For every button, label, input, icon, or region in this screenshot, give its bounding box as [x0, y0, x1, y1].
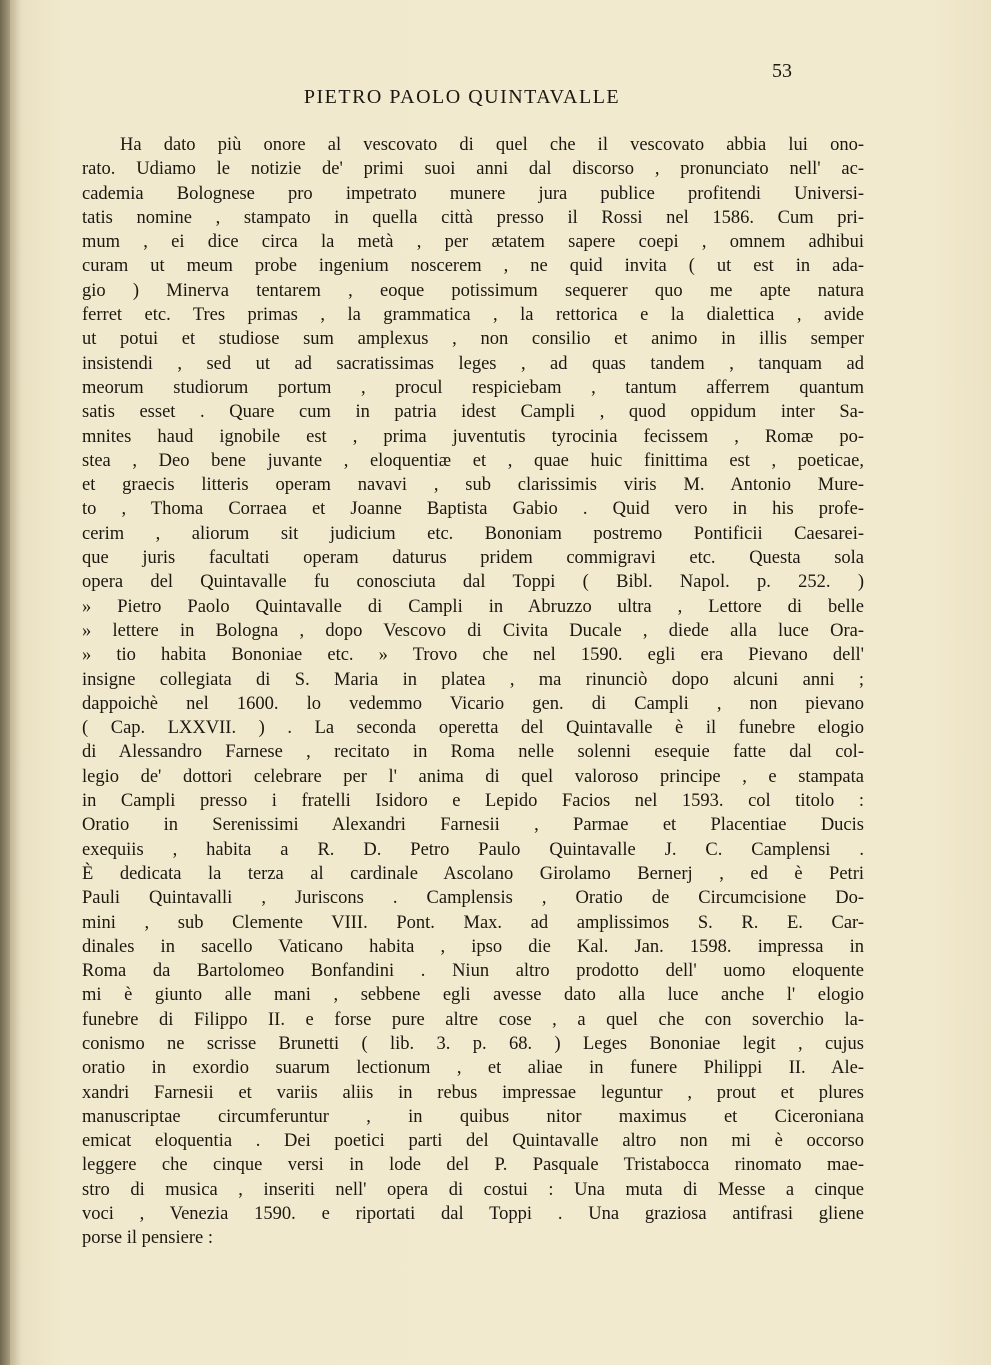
page-gutter: [0, 0, 10, 1365]
text-line: ( Cap. LXXVII. ) . La seconda operetta del Quintavalle è il funebre elogio: [82, 718, 864, 739]
text-line: cerim , aliorum sit judicium etc. Bononiam postremo Pontificii Caesarei-: [82, 523, 864, 544]
text-line: opera del Quintavalle fu conosciuta dal Toppi ( Bibl. Napol. p. 252. ): [82, 572, 864, 593]
text-line: stro di musica , inseriti nell' opera di costui : Una muta di Messe a cinque: [82, 1179, 864, 1200]
text-line: » Pietro Paolo Quintavalle di Campli in Abruzzo ultra , Lettore di belle: [82, 596, 864, 617]
text-line: porse il pensiere :: [82, 1228, 213, 1249]
text-line: ferret etc. Tres primas , la grammatica , la rettorica e la dialettica , avide: [82, 305, 864, 326]
text-line: meorum studiorum portum , procul respiciebam , tantum afferrem quantum: [82, 377, 864, 398]
text-line: cademia Bolognese pro impetrato munere jura publice profitendi Universi-: [82, 183, 864, 204]
text-line: manuscriptae circumferuntur , in quibus nitor maximus et Ciceroniana: [82, 1106, 864, 1127]
page-number: 53: [772, 60, 792, 82]
text-line: oratio in exordio suarum lectionum , et aliae in funere Philippi II. Ale-: [82, 1058, 864, 1079]
text-line: exequiis , habita a R. D. Petro Paulo Quintavalle J. C. Camplensi .: [82, 839, 864, 860]
text-line: stea , Deo bene juvante , eloquentiæ et , quae huic finittima est , poeticae,: [82, 450, 864, 471]
text-line: insigne collegiata di S. Maria in platea , ma rinunciò dopo alcuni anni ;: [82, 669, 864, 690]
text-line: dappoichè nel 1600. lo vedemmo Vicario gen. di Campli , non pievano: [82, 693, 864, 714]
text-line: Roma da Bartolomeo Bonfandini . Niun altro prodotto dell' uomo eloquente: [82, 961, 864, 982]
text-line: È dedicata la terza al cardinale Ascolano Girolamo Bernerj , ed è Petri: [82, 863, 864, 884]
text-line: Oratio in Serenissimi Alexandri Farnesii , Parmae et Placentiae Ducis: [82, 815, 864, 836]
text-line: conismo ne scrisse Brunetti ( lib. 3. p. 68. ) Leges Bononiae legit , cujus: [82, 1033, 864, 1054]
text-line: et graecis litteris operam navavi , sub clarissimis viris M. Antonio Mure-: [82, 475, 864, 496]
text-line: que juris facultati operam daturus pridem commigravi etc. Questa sola: [82, 548, 864, 569]
text-line: mum , ei dice circa la metà , per ætatem sapere coepi , omnem adhibui: [82, 232, 864, 253]
body-text: [82, 133, 864, 1251]
text-line: » tio habita Bononiae etc. » Trovo che nel 1590. egli era Pievano dell': [82, 645, 864, 666]
running-title: PIETRO PAOLO QUINTAVALLE: [303, 86, 621, 108]
text-line: funebre di Filippo II. e forse pure altre cose , a quel che con soverchio la-: [82, 1009, 864, 1030]
text-line: tatis nomine , stampato in quella città presso il Rossi nel 1586. Cum pri-: [82, 207, 864, 228]
text-line: di Alessandro Farnese , recitato in Roma nelle solenni esequie fatte dal col-: [82, 742, 864, 763]
text-line: Pauli Quintavalli , Juriscons . Camplensis , Oratio de Circumcisione Do-: [82, 888, 864, 909]
text-line: xandri Farnesii et variis aliis in rebus impressae leguntur , prout et plures: [82, 1082, 864, 1103]
text-line: ut potui et studiose sum amplexus , non consilio et animo in illis semper: [82, 329, 864, 350]
text-line: rato. Udiamo le notizie de' primi suoi anni dal discorso , pronunciato nell' ac-: [82, 159, 864, 180]
text-line: curam ut meum probe ingenium noscerem , ne quid invita ( ut est in ada-: [82, 256, 864, 277]
text-line: legio de' dottori celebrare per l' anima di quel valoroso principe , e stampata: [82, 766, 864, 787]
text-line: emicat eloquentia . Dei poetici parti del Quintavalle altro non mi è occorso: [82, 1131, 864, 1152]
text-line: Ha dato più onore al vescovato di quel che il vescovato abbia lui ono-: [120, 135, 864, 155]
text-line: mnites haud ignobile est , prima juventutis tyrocinia fecissem , Romæ po-: [82, 426, 864, 447]
text-line: gio ) Minerva tentarem , eoque potissimum sequerer quo me apte natura: [82, 280, 864, 301]
text-line: leggere che cinque versi in lode del P. Pasquale Tristabocca rinomato mae-: [82, 1155, 864, 1176]
text-line: to , Thoma Corraea et Joanne Baptista Gabio . Quid vero in his profe-: [82, 499, 864, 520]
text-line: satis esset . Quare cum in patria idest Campli , quod oppidum inter Sa-: [82, 402, 864, 423]
text-line: insistendi , sed ut ad sacratissimas leges , ad quas tandem , tanquam ad: [82, 353, 864, 374]
text-line: » lettere in Bologna , dopo Vescovo di Civita Ducale , diede alla luce Ora-: [82, 620, 864, 641]
text-line: mini , sub Clemente VIII. Pont. Max. ad amplissimos S. R. E. Car-: [82, 912, 864, 933]
text-line: voci , Venezia 1590. e riportati dal Toppi . Una graziosa antifrasi gliene: [82, 1204, 864, 1225]
text-line: dinales in sacello Vaticano habita , ipso die Kal. Jan. 1598. impressa in: [82, 936, 864, 957]
text-line: in Campli presso i fratelli Isidoro e Lepido Facios nel 1593. col titolo :: [82, 791, 864, 812]
text-line: mi è giunto alle mani , sebbene egli avesse dato alla luce anche l' elogio: [82, 985, 864, 1006]
